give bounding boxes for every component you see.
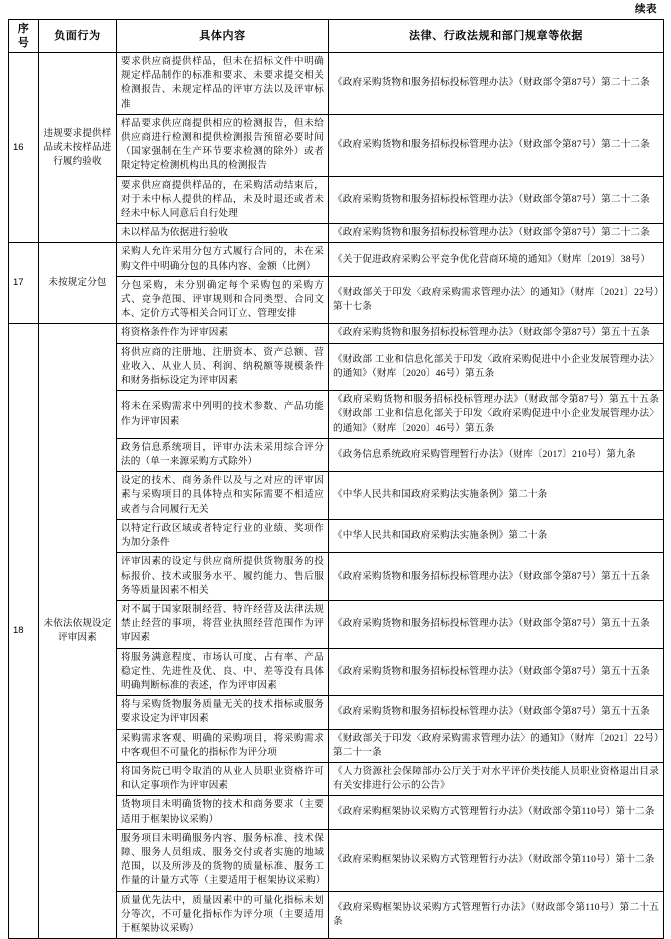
cell-legal-basis: 《政府采购货物和服务招标投标管理办法》（财政部令第87号）第二十二条: [329, 176, 664, 224]
cell-detail-content: 将供应商的注册地、注册资本、资产总额、营业收入、从业人员、利润、纳税额等规模条件和财务指标设定为评审因素: [117, 343, 329, 391]
cell-legal-basis: 《人力资源社会保障部办公厅关于对水平评价类技能人员职业资格退出目录有关安排进行公示的公告》: [329, 762, 664, 795]
cell-detail-content: 评审因素的设定与供应商所提供货物服务的投标报价、技术或服务水平、履约能力、售后服务等质量因素不相关: [117, 553, 329, 601]
cell-sequence-number: 17: [9, 243, 39, 324]
cell-detail-content: 采购需求客观、明确的采购项目，将采购需求中客观但不可量化的指标作为评分项: [117, 729, 329, 762]
cell-legal-basis: 《政府采购框架协议采购方式管理暂行办法》（财政部令第110号）第十二条: [329, 829, 664, 891]
cell-detail-content: 将服务满意程度、市场认可度、占有率、产品稳定性、先进性及优、良、中、差等没有具体明确判断标准的表述，作为评审因素: [117, 648, 329, 696]
cell-negative-behavior: 未依法依规设定评审因素: [39, 324, 117, 939]
cell-legal-basis: 《财政部关于印发〈政府采购需求管理办法〉的通知》（财库〔2021〕22号）第十七条: [329, 276, 664, 324]
cell-detail-content: 要求供应商提供样品的，在采购活动结束后，对于未中标人提供的样品，未及时退还或者未经未中标人同意后自行处理: [117, 176, 329, 224]
cell-detail-content: 以特定行政区域或者特定行业的业绩、奖项作为加分条件: [117, 519, 329, 552]
cell-legal-basis: 《政府采购货物和服务招标投标管理办法》（财政部令第87号）第二十二条: [329, 53, 664, 115]
header-row: [9, 20, 664, 53]
cell-detail-content: 政务信息系统项目，评审办法未采用综合评分法的（单一来源采购方式除外）: [117, 438, 329, 471]
cell-legal-basis: 《政府采购货物和服务招标投标管理办法》（财政部令第87号）第五十五条: [329, 553, 664, 601]
cell-legal-basis: 《政府采购框架协议采购方式管理暂行办法》（财政部令第110号）第二十五条: [329, 891, 664, 939]
column-header-behavior: 负面行为: [39, 20, 117, 53]
cell-negative-behavior: 未按规定分包: [39, 243, 117, 324]
cell-negative-behavior: 违规要求提供样品或未按样品进行履约验收: [39, 53, 117, 243]
cell-legal-basis: 《财政部关于印发〈政府采购需求管理办法〉的通知》（财库〔2021〕22号）第二十一条: [329, 729, 664, 762]
column-header-no: 序号: [9, 20, 39, 53]
table-row: [9, 324, 664, 343]
cell-legal-basis: 《政府采购货物和服务招标投标管理办法》（财政部令第87号）第二十二条: [329, 114, 664, 176]
cell-detail-content: 将国务院已明令取消的从业人员职业资格许可和认定事项作为评审因素: [117, 762, 329, 795]
cell-detail-content: 将未在采购需求中列明的技术参数、产品功能作为评审因素: [117, 391, 329, 439]
cell-detail-content: 质量优先法中，质量因素中的可量化指标未划分等次，不可量化指标作为评分项（主要适用于框架协议采购）: [117, 891, 329, 939]
table-row: [9, 53, 664, 115]
cell-detail-content: 要求供应商提供样品，但未在招标文件中明确规定样品制作的标准和要求、未要求提交相关检测报告、未规定样品的评审方法以及评审标准: [117, 53, 329, 115]
cell-detail-content: 样品要求供应商提供相应的检测报告，但未给供应商进行检测和提供检测报告预留必要时间（国家强制在生产环节要求检测的除外）或者限定特定检测机构出具的检测报告: [117, 114, 329, 176]
cell-detail-content: 分包采购，未分别确定每个采购包的采购方式、竞争范围、评审规则和合同类型、合同文本、定价方式等相关合同订立、管理安排: [117, 276, 329, 324]
cell-legal-basis: 《政务信息系统政府采购管理暂行办法》（财库〔2017〕210号）第九条: [329, 438, 664, 471]
cell-legal-basis: 《财政部 工业和信息化部关于印发〈政府采购促进中小企业发展管理办法〉的通知》（财库〔2020〕46号）第五条: [329, 343, 664, 391]
cell-legal-basis: 《政府采购货物和服务招标投标管理办法》（财政部令第87号）第五十五条: [329, 324, 664, 343]
table-body: [9, 53, 664, 939]
cell-legal-basis: 《关于促进政府采购公平竞争优化营商环境的通知》（财库〔2019〕38号）: [329, 243, 664, 276]
cell-sequence-number: 18: [9, 324, 39, 939]
cell-legal-basis: 《政府采购货物和服务招标投标管理办法》（财政部令第87号）第五十五条: [329, 600, 664, 648]
cell-detail-content: 货物项目未明确货物的技术和商务要求（主要适用于框架协议采购）: [117, 796, 329, 829]
cell-legal-basis: 《中华人民共和国政府采购法实施条例》第二十条: [329, 472, 664, 520]
continued-table-label: 续表: [635, 3, 657, 15]
cell-detail-content: 采购人允许采用分包方式履行合同的，未在采购文件中明确分包的具体内容、金额（比例）: [117, 243, 329, 276]
cell-detail-content: 将与采购货物服务质量无关的技术指标或服务要求设定为评审因素: [117, 696, 329, 729]
cell-legal-basis: 《政府采购框架协议采购方式管理暂行办法》（财政部令第110号）第十二条: [329, 796, 664, 829]
table-header: [9, 20, 664, 53]
cell-legal-basis: 《中华人民共和国政府采购法实施条例》第二十条: [329, 519, 664, 552]
cell-sequence-number: 16: [9, 53, 39, 243]
column-header-detail: 具体内容: [117, 20, 329, 53]
cell-detail-content: 未以样品为依据进行验收: [117, 224, 329, 243]
cell-legal-basis: 《政府采购货物和服务招标投标管理办法》（财政部令第87号）第五十五条《财政部 工业和信息化部关于印发〈政府采购促进中小企业发展管理办法〉的通知》（财库〔2020〕46号）第五条: [329, 391, 664, 439]
cell-detail-content: 设定的技术、商务条件以及与之对应的评审因素与采购项目的具体特点和实际需要不相适应或者与合同履行无关: [117, 472, 329, 520]
cell-legal-basis: 《政府采购货物和服务招标投标管理办法》（财政部令第87号）第五十五条: [329, 648, 664, 696]
cell-detail-content: 将资格条件作为评审因素: [117, 324, 329, 343]
cell-legal-basis: 《政府采购货物和服务招标投标管理办法》（财政部令第87号）第五十五条: [329, 696, 664, 729]
cell-detail-content: 服务项目未明确服务内容、服务标准、技术保障、服务人员组成、服务交付或者实施的地域范围，以及所涉及的货物的质量标准、服务工作量的计量方式等（主要适用于框架协议采购）: [117, 829, 329, 891]
cell-legal-basis: 《政府采购货物和服务招标投标管理办法》（财政部令第87号）第二十二条: [329, 224, 664, 243]
table-row: [9, 243, 664, 276]
column-header-law: 法律、行政法规和部门规章等依据: [329, 20, 664, 53]
cell-detail-content: 对不属于国家限制经营、特许经营及法律法规禁止经营的事项，将营业执照经营范围作为评审因素: [117, 600, 329, 648]
negative-behavior-table: [8, 19, 664, 939]
